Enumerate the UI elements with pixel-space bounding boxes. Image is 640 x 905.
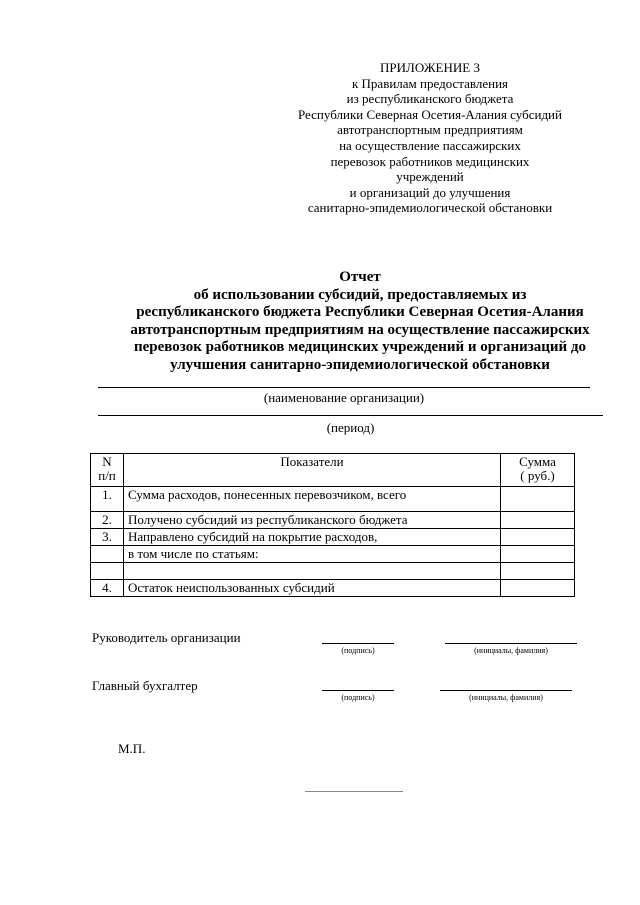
- row-sum: [501, 563, 575, 580]
- appendix-line: ПРИЛОЖЕНИЕ 3: [380, 60, 480, 75]
- accountant-signature-hint: (подпись): [341, 693, 375, 702]
- row-indicator: [124, 563, 501, 580]
- col-header-sum: Сумма ( руб.): [501, 454, 575, 487]
- stamp-place: М.П.: [118, 741, 146, 756]
- row-indicator: Остаток неиспользованных субсидий: [124, 580, 501, 597]
- row-sum: [501, 546, 575, 563]
- report-title-line: улучшения санитарно-эпидемиологической обстановки: [170, 356, 550, 373]
- table-row: [91, 563, 575, 580]
- col-header-indicators: Показатели: [124, 454, 501, 487]
- row-num: [91, 563, 124, 580]
- report-title-line: об использовании субсидий, предоставляемых из: [193, 286, 527, 303]
- appendix-line: учреждений: [396, 169, 464, 185]
- row-indicator: Направлено субсидий на покрытие расходов,: [124, 529, 501, 546]
- bottom-divider: [305, 791, 403, 792]
- head-signature-label: Руководитель организации: [92, 630, 241, 645]
- row-num: 1.: [91, 487, 124, 512]
- accountant-signature-label: Главный бухгалтер: [92, 678, 198, 693]
- report-title-line: перевозок работников медицинских учреждений и организаций до: [133, 339, 587, 356]
- appendix-header: [260, 60, 600, 216]
- period-line: [98, 415, 603, 416]
- row-num: 3.: [91, 529, 124, 546]
- row-num: 2.: [91, 512, 124, 529]
- table-row: [91, 487, 575, 512]
- head-name-line: [445, 643, 577, 644]
- appendix-line: из республиканского бюджета: [346, 91, 514, 107]
- row-indicator: в том числе по статьям:: [124, 546, 501, 563]
- row-num: [91, 546, 124, 563]
- row-sum: [501, 529, 575, 546]
- accountant-signature-line: [322, 690, 394, 691]
- appendix-line: санитарно-эпидемиологической обстановки: [307, 200, 553, 216]
- appendix-line: автотранспортным предприятиям: [337, 122, 523, 138]
- period-caption: (период): [326, 420, 375, 435]
- table-row: [91, 529, 575, 546]
- row-sum: [501, 580, 575, 597]
- table-row: [91, 512, 575, 529]
- appendix-line: и организаций до улучшения: [349, 184, 511, 200]
- appendix-line: перевозок работников медицинских: [330, 153, 530, 169]
- accountant-name-line: [440, 690, 572, 691]
- row-num: 4.: [91, 580, 124, 597]
- org-name-caption: (наименование организации): [263, 390, 425, 405]
- appendix-line: на осуществление пассажирских: [339, 137, 521, 153]
- report-title-line: автотранспортным предприятиям на осуществление пассажирских: [130, 321, 590, 338]
- head-signature-line: [322, 643, 394, 644]
- head-signature-hint: (подпись): [341, 646, 375, 655]
- accountant-name-hint: (инициалы, фамилия): [469, 693, 543, 702]
- report-table: [90, 453, 575, 597]
- row-sum: [501, 512, 575, 529]
- row-indicator: Получено субсидий из республиканского бюджета: [124, 512, 501, 529]
- col-header-num: N п/п: [91, 454, 124, 487]
- head-name-hint: (инициалы, фамилия): [474, 646, 548, 655]
- report-title: [60, 269, 640, 375]
- table-row: [91, 580, 575, 597]
- table-row: [91, 546, 575, 563]
- appendix-line: к Правилам предоставления: [351, 75, 509, 91]
- report-title-line: республиканского бюджета Республики Северная Осетия-Алания: [136, 304, 584, 321]
- appendix-line: Республики Северная Осетия-Алания субсидий: [298, 106, 562, 122]
- org-name-line: [98, 387, 590, 388]
- row-sum: [501, 487, 575, 512]
- table-header-row: [91, 454, 575, 487]
- report-title-line: Отчет: [339, 269, 381, 285]
- row-indicator: Сумма расходов, понесенных перевозчиком, всего: [124, 487, 501, 512]
